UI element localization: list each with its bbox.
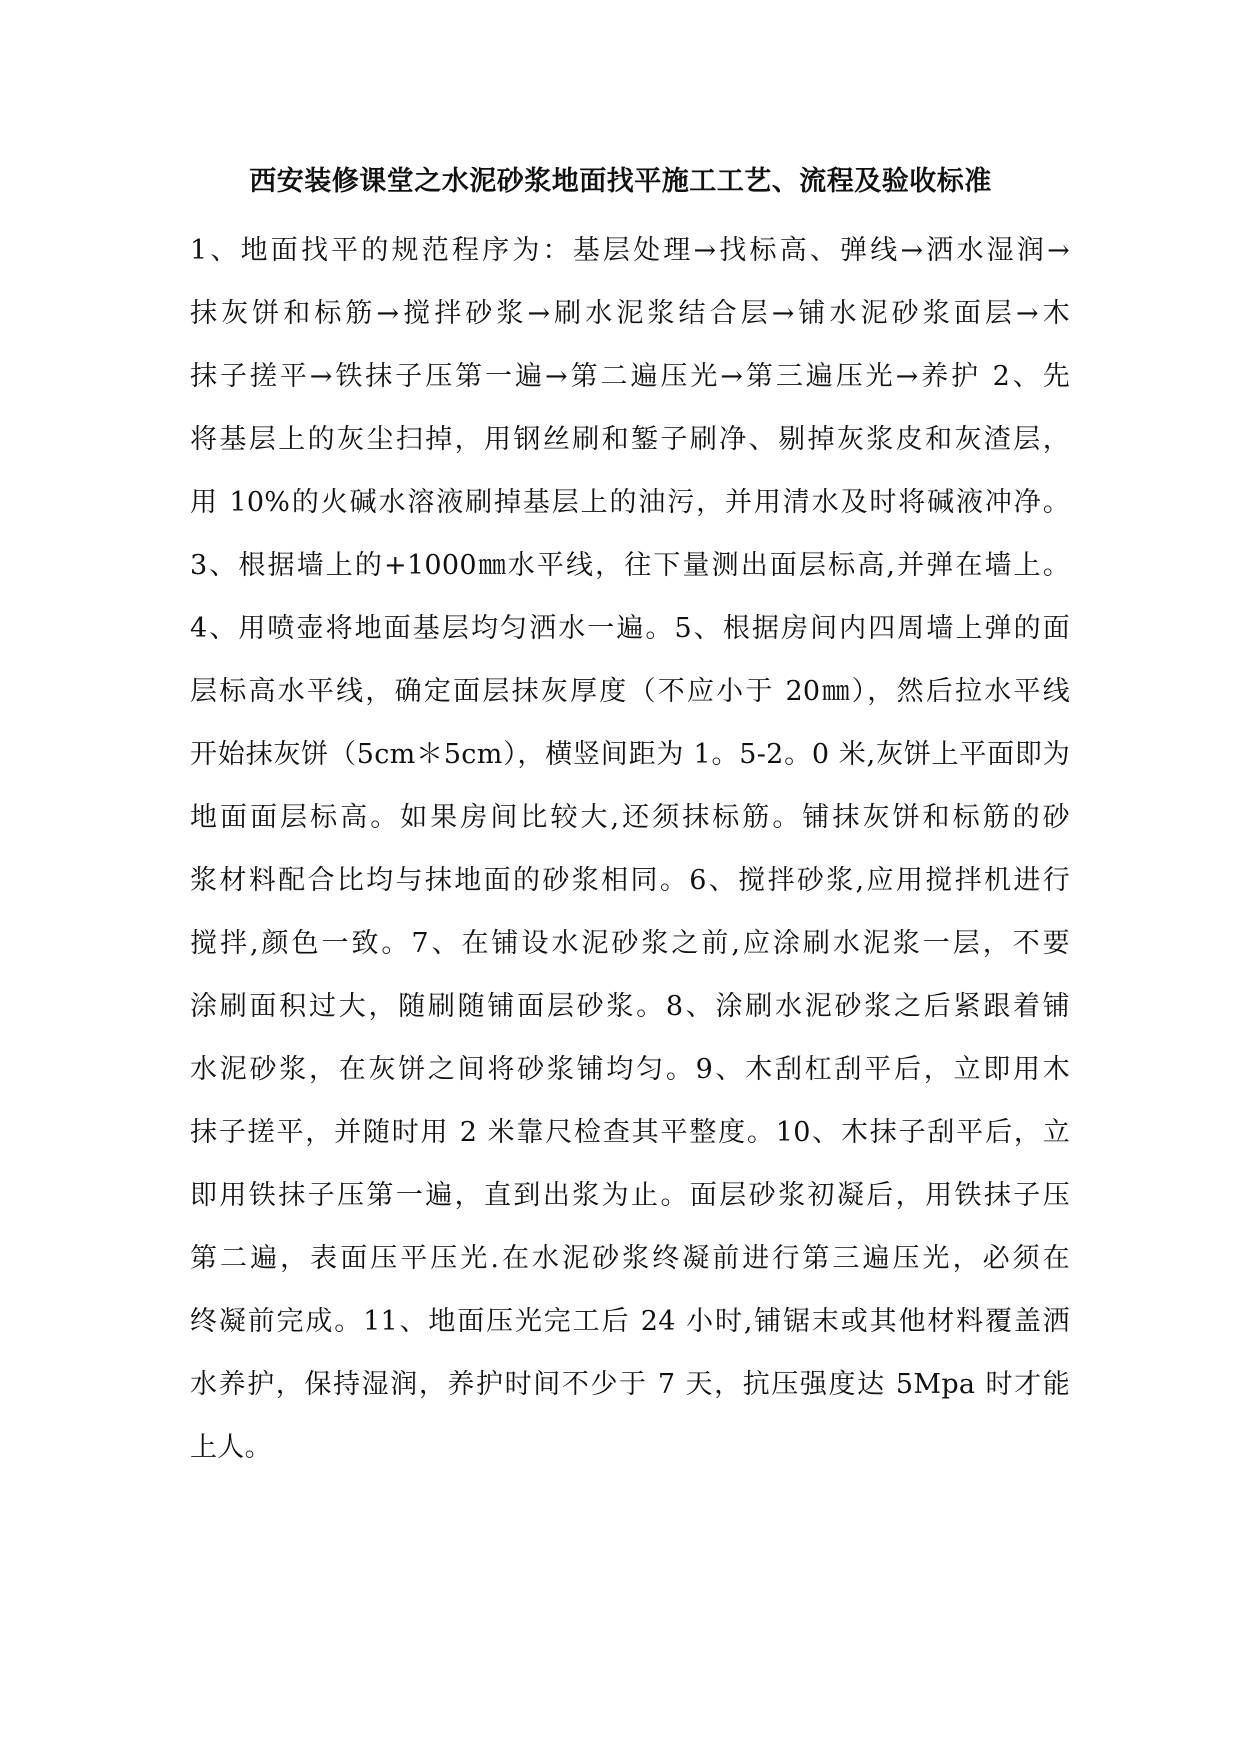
document-title: 西安装修课堂之水泥砂浆地面找平施工工艺、流程及验收标准	[249, 166, 992, 197]
body-line: 开始抹灰饼（5cm＊5cm），横竖间距为 1。5-2。0 米,灰饼上平面即为	[190, 739, 1070, 770]
body-line: 4、用喷壶将地面基层均匀洒水一遍。5、根据房间内四周墙上弹的面	[190, 613, 1070, 644]
body-line: 抹灰饼和标筋→搅拌砂浆→刷水泥浆结合层→铺水泥砂浆面层→木	[190, 298, 1070, 329]
body-line: 即用铁抹子压第一遍，直到出浆为止。面层砂浆初凝后，用铁抹子压	[190, 1180, 1070, 1211]
body-line: 涂刷面积过大，随刷随铺面层砂浆。8、涂刷水泥砂浆之后紧跟着铺	[190, 991, 1070, 1022]
body-line: 搅拌,颜色一致。7、在铺设水泥砂浆之前,应涂刷水泥浆一层，不要	[190, 928, 1070, 959]
body-line: 浆材料配合比均与抹地面的砂浆相同。6、搅拌砂浆,应用搅拌机进行	[190, 865, 1070, 896]
body-line: 上人。	[190, 1432, 272, 1463]
body-line: 地面面层标高。如果房间比较大,还须抹标筋。铺抹灰饼和标筋的砂	[190, 802, 1070, 833]
body-line: 水泥砂浆，在灰饼之间将砂浆铺均匀。9、木刮杠刮平后，立即用木	[190, 1054, 1070, 1085]
body-line: 水养护，保持湿润，养护时间不少于 7 天，抗压强度达 5Mpa 时才能	[190, 1369, 1070, 1400]
body-line: 3、根据墙上的+1000㎜水平线，往下量测出面层标高,并弹在墙上。	[190, 550, 1070, 581]
body-line: 层标高水平线，确定面层抹灰厚度（不应小于 20㎜），然后拉水平线	[190, 676, 1070, 707]
body-line: 抹子搓平，并随时用 2 米靠尺检查其平整度。10、木抹子刮平后，立	[190, 1117, 1070, 1148]
body-line: 终凝前完成。11、地面压光完工后 24 小时,铺锯末或其他材料覆盖洒	[190, 1306, 1070, 1337]
body-line: 抹子搓平→铁抹子压第一遍→第二遍压光→第三遍压光→养护 2、先	[190, 361, 1070, 392]
body-line: 第二遍，表面压平压光.在水泥砂浆终凝前进行第三遍压光，必须在	[190, 1243, 1070, 1274]
body-line: 用 10%的火碱水溶液刷掉基层上的油污，并用清水及时将碱液冲净。	[190, 487, 1070, 518]
body-line: 将基层上的灰尘扫掉，用钢丝刷和錾子刷净、剔掉灰浆皮和灰渣层，	[190, 424, 1070, 455]
body-line: 1、地面找平的规范程序为：基层处理→找标高、弹线→洒水湿润→	[190, 235, 1070, 266]
